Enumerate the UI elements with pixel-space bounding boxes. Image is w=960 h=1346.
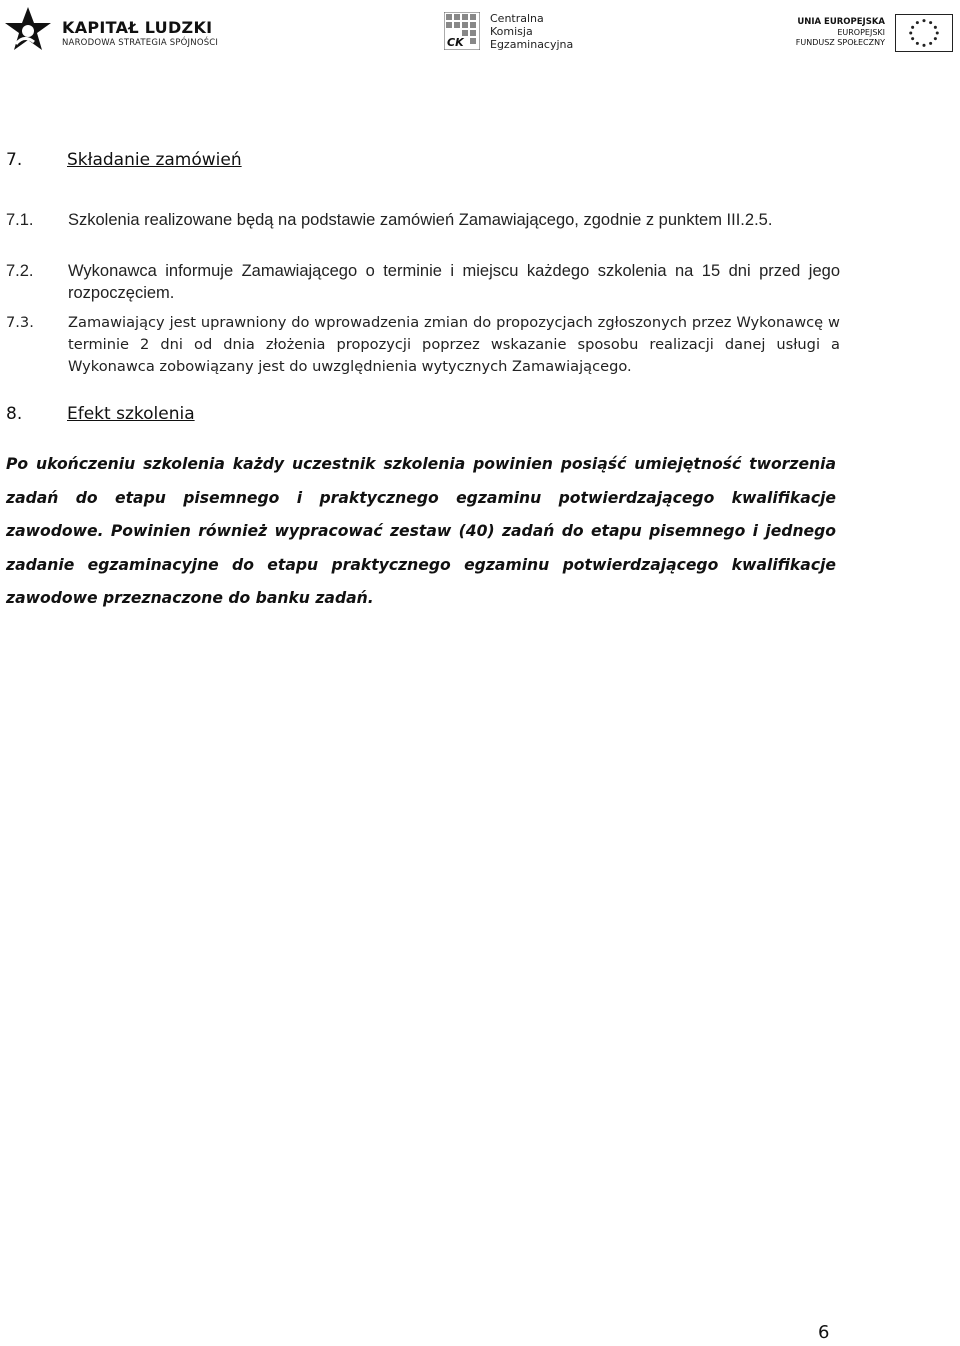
item-text: Zamawiający jest uprawniony do wprowadzenia zmian do propozycjach zgłoszonych przez Wykonawcę w terminie 2 dni od dnia złożenia propozycji poprzez wskazanie sposobu realizacji danej usługi a Wykonawca zobowiązany jest do uwzględnienia wytycznych Zamawiającego.	[68, 314, 840, 375]
eu-flag-icon	[895, 14, 953, 52]
eu-logo	[795, 12, 957, 54]
page-number: 6	[818, 1322, 830, 1343]
ue-line1: UNIA EUROPEJSKA	[797, 17, 885, 27]
ue-line3: FUNDUSZ SPOŁECZNY	[795, 38, 885, 47]
item-text: Wykonawca informuje Zamawiającego o terminie i miejscu każdego szkolenia na 15 dni przed jego rozpoczęciem.	[68, 262, 840, 302]
cke-line1: Centralna	[490, 12, 544, 25]
cke-logo	[444, 12, 584, 52]
kapital-ludzki-logo	[4, 6, 219, 54]
item-number: 7.2.	[6, 262, 34, 280]
star-emblem-icon	[4, 6, 52, 54]
item-text: Szkolenia realizowane będą na podstawie zamówień Zamawiającego, zgodnie z punktem III.2.5.	[68, 211, 773, 229]
section-8-title: Efekt szkolenia	[67, 404, 195, 424]
section-8-number: 8.	[6, 404, 23, 424]
cke-line2: Komisja	[490, 25, 533, 38]
kl-title: KAPITAŁ LUDZKI	[62, 18, 213, 37]
kl-subtitle: NARODOWA STRATEGIA SPÓJNOŚCI	[62, 38, 219, 48]
section-8-body: Po ukończeniu szkolenia każdy uczestnik szkolenia powinien posiąść umiejętność tworzenia zadań do etapu pisemnego i praktycznego egzaminu potwierdzającego kwalifikacje zawodowe. Powinien również wypracować zestaw (40) zadań do etapu pisemnego i jednego zadanie egzaminacyjne do etapu praktycznego egzaminu potwierdzającego kwalifikacje zawodowe przeznaczone do banku zadań.	[6, 455, 836, 607]
section-7-number: 7.	[6, 150, 23, 170]
cke-line3: Egzaminacyjna	[490, 38, 574, 51]
item-number: 7.1.	[6, 211, 34, 229]
item-number: 7.3.	[6, 314, 34, 331]
cke-mark: CK	[447, 36, 464, 49]
section-7-title: Składanie zamówień	[67, 150, 242, 170]
page-header	[0, 0, 960, 60]
ue-line2: EUROPEJSKI	[837, 28, 885, 37]
